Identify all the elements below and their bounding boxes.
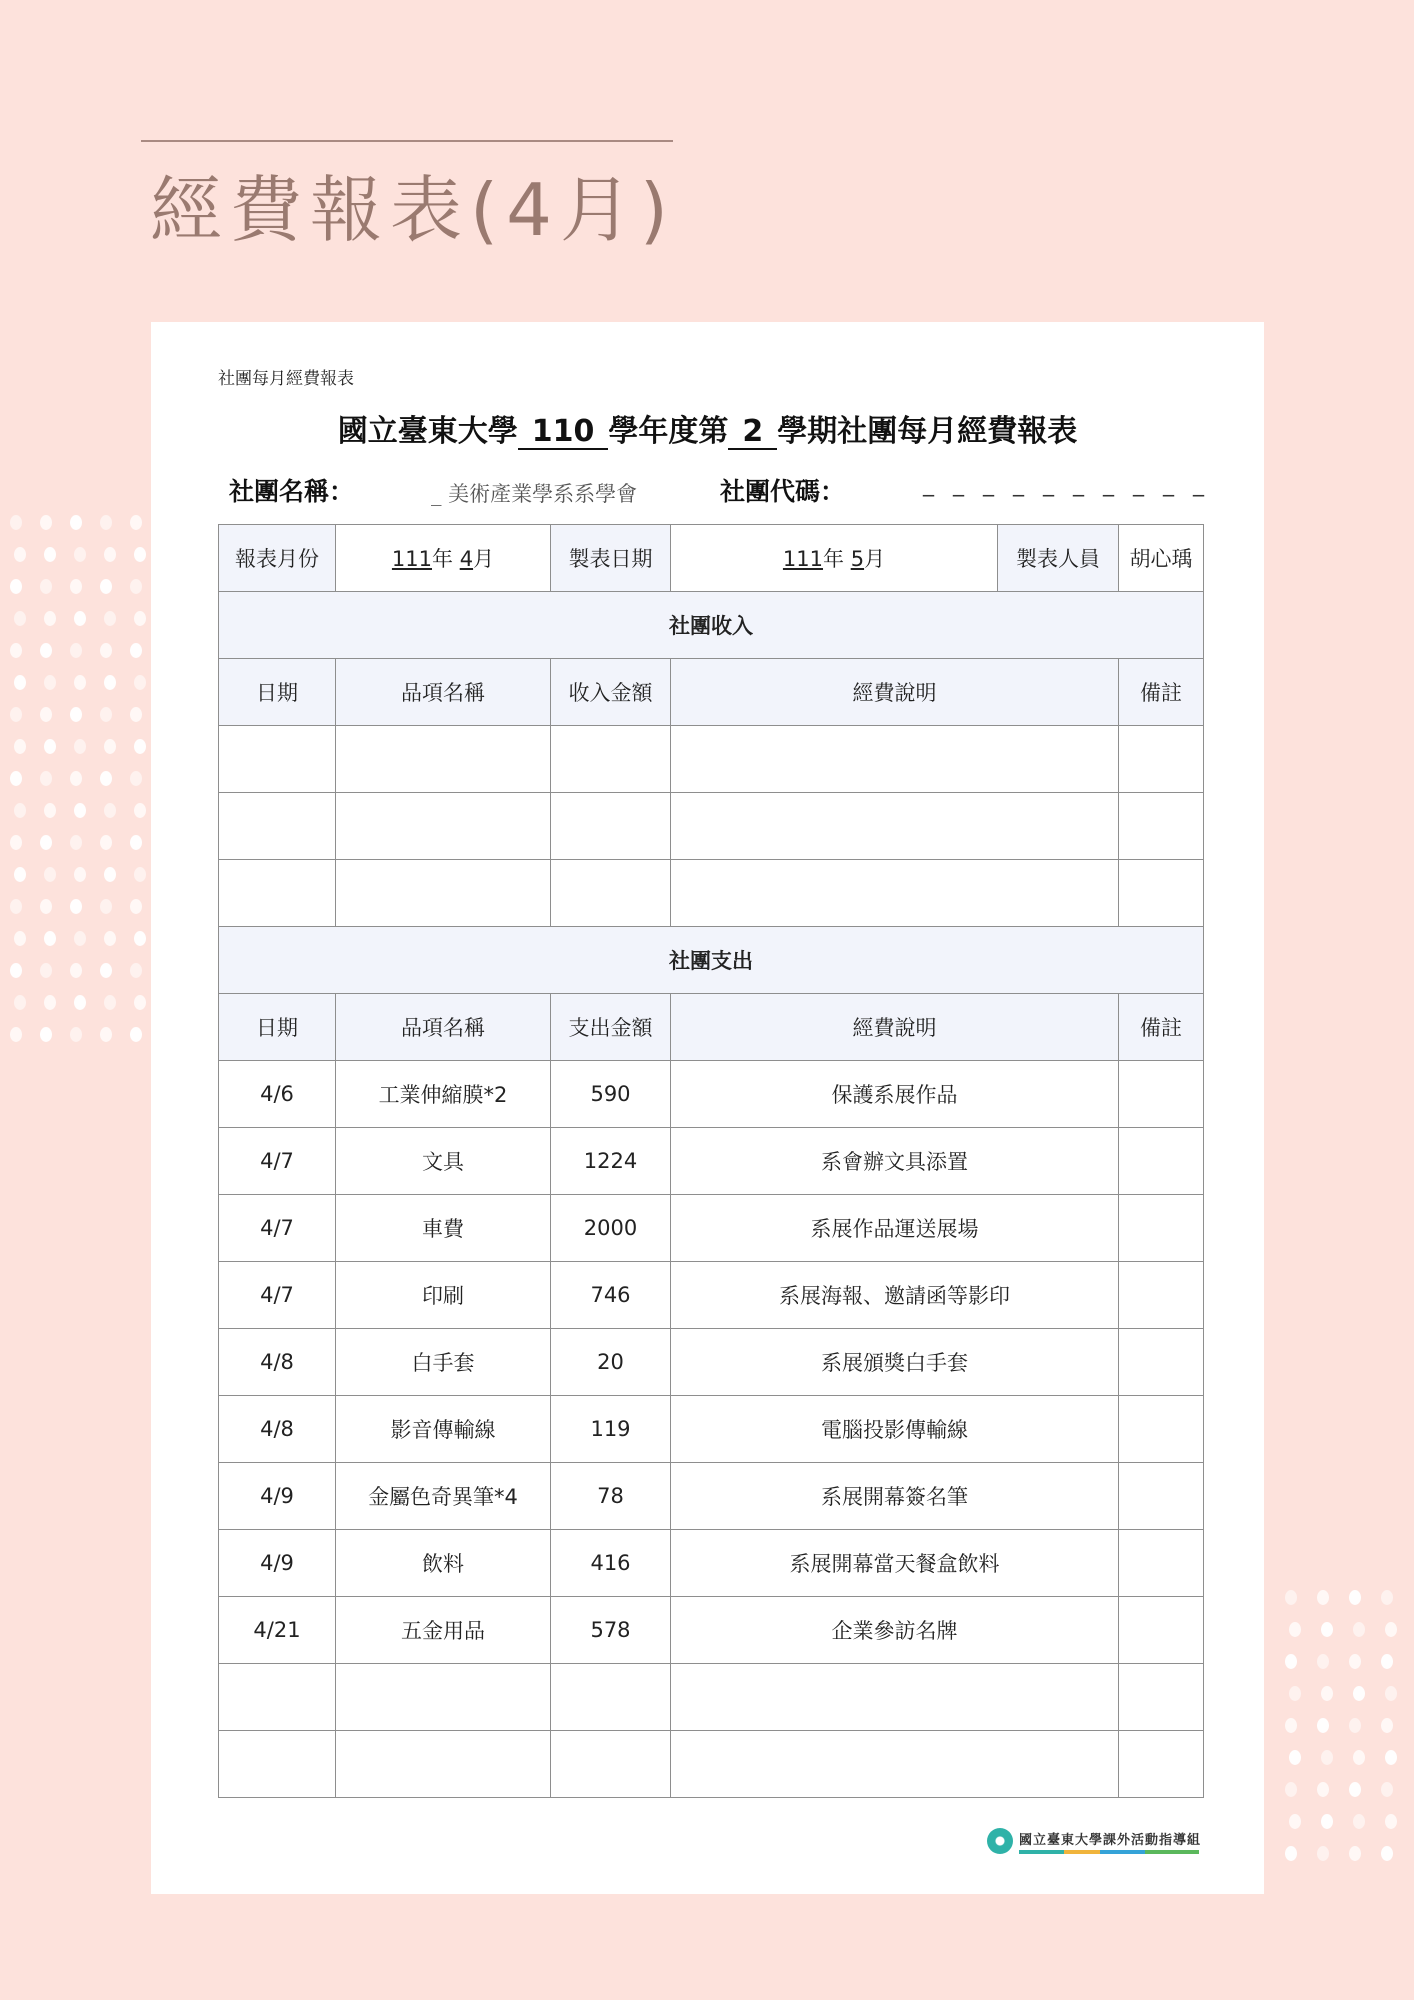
- expense-cell: [1119, 1664, 1204, 1731]
- income-cell: [1119, 860, 1204, 927]
- expense-cell: 金屬色奇異筆*4: [336, 1463, 551, 1530]
- decorative-dot: [100, 579, 112, 594]
- decorative-dot: [1285, 1590, 1297, 1605]
- decorative-dot: [130, 835, 142, 850]
- decorative-dot: [74, 611, 86, 626]
- expense-cell: 系會辦文具添置: [671, 1128, 1119, 1195]
- made-date-label: 製表日期: [551, 525, 671, 592]
- decorative-dot: [44, 675, 56, 690]
- expense-cell: 企業參訪名牌: [671, 1597, 1119, 1664]
- expense-cell: [1119, 1128, 1204, 1195]
- form-label: 社團每月經費報表: [218, 369, 354, 389]
- expense-cell: 578: [551, 1597, 671, 1664]
- decorative-dot: [1385, 1750, 1397, 1765]
- decorative-dot: [1349, 1654, 1361, 1669]
- decorative-dot: [40, 963, 52, 978]
- decorative-dot: [1349, 1590, 1361, 1605]
- income-cell: [671, 726, 1119, 793]
- expense-table-row: [219, 1061, 1204, 1128]
- expense-cell: [336, 1664, 551, 1731]
- form-title: [151, 406, 1264, 450]
- income-cell: [219, 860, 336, 927]
- expense-cell: [1119, 1463, 1204, 1530]
- semester: 2: [728, 416, 777, 450]
- expense-cell: 系展頒獎白手套: [671, 1329, 1119, 1396]
- expense-cell: 4/7: [219, 1195, 336, 1262]
- expense-cell: 2000: [551, 1195, 671, 1262]
- decorative-dot: [44, 803, 56, 818]
- decorative-dot: [44, 611, 56, 626]
- decorative-dot: [74, 675, 86, 690]
- decorative-dot: [104, 867, 116, 882]
- decorative-dot: [130, 643, 142, 658]
- decorative-dot: [104, 931, 116, 946]
- decorative-dot: [40, 515, 52, 530]
- decorative-dot: [1385, 1814, 1397, 1829]
- decorative-dot: [1381, 1654, 1393, 1669]
- expense-report-table: [218, 524, 1204, 1798]
- decorative-dot: [104, 547, 116, 562]
- expense-table-row: [219, 1128, 1204, 1195]
- expense-cell: 印刷: [336, 1262, 551, 1329]
- decorative-dot: [1285, 1718, 1297, 1733]
- expense-cell: [551, 1664, 671, 1731]
- expense-section-title: 社團支出: [219, 927, 1204, 994]
- decorative-dot: [100, 899, 112, 914]
- income-column-header: 備註: [1119, 659, 1204, 726]
- expense-cell: 4/9: [219, 1530, 336, 1597]
- expense-column-header: 經費說明: [671, 994, 1119, 1061]
- expense-cell: 飲料: [336, 1530, 551, 1597]
- income-cell: [551, 860, 671, 927]
- expense-section: [219, 927, 1204, 1798]
- expense-cell: [671, 1664, 1119, 1731]
- expense-cell: 4/7: [219, 1262, 336, 1329]
- decorative-dot: [130, 963, 142, 978]
- decorative-dot: [134, 931, 146, 946]
- decorative-dot: [1317, 1846, 1329, 1861]
- income-column-header: 經費說明: [671, 659, 1119, 726]
- income-column-header: 品項名稱: [336, 659, 551, 726]
- expense-table-row: [219, 1195, 1204, 1262]
- decorative-dot: [1289, 1622, 1301, 1637]
- decorative-dot: [74, 931, 86, 946]
- expense-column-header-row: [219, 994, 1204, 1061]
- decorative-dot: [70, 643, 82, 658]
- club-code-label: 社團代碼：: [720, 477, 846, 506]
- decorative-dot: [70, 963, 82, 978]
- income-cell: [336, 860, 551, 927]
- decorative-dot: [10, 1027, 22, 1042]
- decorative-dot: [1353, 1814, 1365, 1829]
- income-column-header-row: [219, 659, 1204, 726]
- club-name-value: _ 美術產業學系系學會: [431, 482, 638, 506]
- expense-cell: 4/7: [219, 1128, 336, 1195]
- decorative-dot: [70, 899, 82, 914]
- decorative-dot: [14, 739, 26, 754]
- decorative-dot: [1353, 1622, 1365, 1637]
- expense-cell: 4/6: [219, 1061, 336, 1128]
- expense-cell: 746: [551, 1262, 671, 1329]
- decorative-dot: [74, 867, 86, 882]
- slide-title: 經費報表(4月): [150, 168, 676, 252]
- decorative-dot: [1381, 1718, 1393, 1733]
- expense-cell: 1224: [551, 1128, 671, 1195]
- university-logo: [987, 1828, 1201, 1854]
- report-sheet: [151, 322, 1264, 1894]
- decorative-dot: [14, 995, 26, 1010]
- income-cell: [219, 793, 336, 860]
- decorative-dot: [1385, 1622, 1397, 1637]
- club-code-value: _ _ _ _ _ _ _ _ _ _: [923, 472, 1210, 497]
- decorative-dot: [100, 643, 112, 658]
- decorative-dot: [14, 675, 26, 690]
- decorative-dot: [70, 707, 82, 722]
- decorative-dot: [14, 931, 26, 946]
- expense-table-row: [219, 1597, 1204, 1664]
- expense-cell: 電腦投影傳輸線: [671, 1396, 1119, 1463]
- maker-name: 胡心瑀: [1119, 525, 1204, 592]
- decorative-dot: [1381, 1590, 1393, 1605]
- decorative-dot: [134, 803, 146, 818]
- decorative-dot: [1321, 1750, 1333, 1765]
- decorative-dot: [100, 771, 112, 786]
- decorative-dot: [74, 995, 86, 1010]
- decorative-dot: [70, 1027, 82, 1042]
- decorative-dot: [1317, 1654, 1329, 1669]
- expense-cell: 系展開幕簽名筆: [671, 1463, 1119, 1530]
- decorative-dot: [40, 771, 52, 786]
- expense-column-header: 備註: [1119, 994, 1204, 1061]
- decorative-dot: [74, 547, 86, 562]
- decorative-dot: [100, 1027, 112, 1042]
- made-date-value: 111年 5月: [671, 525, 998, 592]
- decorative-dot: [100, 835, 112, 850]
- income-cell: [219, 726, 336, 793]
- decorative-dot: [44, 931, 56, 946]
- expense-column-header: 支出金額: [551, 994, 671, 1061]
- expense-cell: [1119, 1262, 1204, 1329]
- expense-table-row: [219, 1262, 1204, 1329]
- decorative-dot: [10, 899, 22, 914]
- decorative-dot: [74, 739, 86, 754]
- decorative-dot: [134, 739, 146, 754]
- decorative-dot: [130, 771, 142, 786]
- decorative-dot: [134, 611, 146, 626]
- decorative-dot: [40, 579, 52, 594]
- decorative-dot: [40, 643, 52, 658]
- decorative-dot: [40, 1027, 52, 1042]
- expense-cell: 文具: [336, 1128, 551, 1195]
- expense-cell: [671, 1731, 1119, 1798]
- decorative-dot: [1285, 1782, 1297, 1797]
- decorative-dot: [1317, 1590, 1329, 1605]
- expense-table-row: [219, 1329, 1204, 1396]
- expense-cell: [1119, 1329, 1204, 1396]
- income-cell: [336, 726, 551, 793]
- expense-column-header: 日期: [219, 994, 336, 1061]
- title-rule: [141, 140, 673, 142]
- expense-cell: 4/8: [219, 1396, 336, 1463]
- decorative-dot: [40, 899, 52, 914]
- academic-year: 110: [518, 416, 609, 450]
- decorative-dot: [104, 611, 116, 626]
- decorative-dot: [44, 547, 56, 562]
- maker-label: 製表人員: [998, 525, 1119, 592]
- decorative-dot: [1321, 1686, 1333, 1701]
- decorative-dot: [104, 995, 116, 1010]
- decorative-dot: [1317, 1782, 1329, 1797]
- income-cell: [671, 793, 1119, 860]
- decorative-dot: [44, 867, 56, 882]
- expense-cell: 保護系展作品: [671, 1061, 1119, 1128]
- expense-cell: 車費: [336, 1195, 551, 1262]
- decorative-dot: [1289, 1750, 1301, 1765]
- decorative-dot: [1349, 1782, 1361, 1797]
- expense-cell: 590: [551, 1061, 671, 1128]
- decorative-dot: [1353, 1686, 1365, 1701]
- income-table-row: [219, 860, 1204, 927]
- header-row: [219, 525, 1204, 592]
- income-table-row: [219, 793, 1204, 860]
- decorative-dot: [130, 707, 142, 722]
- expense-cell: 工業伸縮膜*2: [336, 1061, 551, 1128]
- decorative-dot: [1353, 1750, 1365, 1765]
- expense-cell: [1119, 1530, 1204, 1597]
- expense-cell: [336, 1731, 551, 1798]
- decorative-dot: [104, 739, 116, 754]
- decorative-dot: [100, 515, 112, 530]
- decorative-dot: [1289, 1686, 1301, 1701]
- decorative-dot: [40, 707, 52, 722]
- income-column-header: 日期: [219, 659, 336, 726]
- decorative-dot: [1381, 1782, 1393, 1797]
- decorative-dot: [14, 611, 26, 626]
- income-cell: [551, 726, 671, 793]
- expense-cell: 4/9: [219, 1463, 336, 1530]
- expense-cell: [551, 1731, 671, 1798]
- decorative-dot: [1321, 1622, 1333, 1637]
- decorative-dot: [104, 803, 116, 818]
- decorative-dot: [130, 579, 142, 594]
- expense-cell: [219, 1731, 336, 1798]
- expense-table-row: [219, 1731, 1204, 1798]
- expense-cell: 系展作品運送展場: [671, 1195, 1119, 1262]
- decorative-dot: [10, 771, 22, 786]
- expense-table-row: [219, 1396, 1204, 1463]
- expense-table-row: [219, 1664, 1204, 1731]
- expense-cell: 系展開幕當天餐盒飲料: [671, 1530, 1119, 1597]
- expense-cell: [1119, 1597, 1204, 1664]
- right-dot-pattern: [1285, 1590, 1414, 1890]
- decorative-dot: [70, 835, 82, 850]
- decorative-dot: [70, 771, 82, 786]
- expense-cell: [219, 1664, 336, 1731]
- decorative-dot: [10, 643, 22, 658]
- income-title-row: [219, 592, 1204, 659]
- expense-cell: 4/8: [219, 1329, 336, 1396]
- title-suffix: 學期社團每月經費報表: [777, 414, 1078, 449]
- expense-cell: 78: [551, 1463, 671, 1530]
- expense-cell: 五金用品: [336, 1597, 551, 1664]
- income-section-title: 社團收入: [219, 592, 1204, 659]
- decorative-dot: [1349, 1718, 1361, 1733]
- income-cell: [1119, 726, 1204, 793]
- decorative-dot: [14, 867, 26, 882]
- decorative-dot: [130, 899, 142, 914]
- decorative-dot: [70, 579, 82, 594]
- expense-title-row: [219, 927, 1204, 994]
- expense-cell: 119: [551, 1396, 671, 1463]
- decorative-dot: [1321, 1814, 1333, 1829]
- decorative-dot: [1385, 1686, 1397, 1701]
- decorative-dot: [134, 547, 146, 562]
- expense-cell: 影音傳輸線: [336, 1396, 551, 1463]
- decorative-dot: [10, 963, 22, 978]
- club-name-label: 社團名稱：: [229, 477, 355, 506]
- decorative-dot: [74, 803, 86, 818]
- logo-text: 國立臺東大學課外活動指導組: [1019, 1832, 1202, 1848]
- decorative-dot: [1285, 1654, 1297, 1669]
- income-cell: [1119, 793, 1204, 860]
- decorative-dot: [10, 835, 22, 850]
- expense-cell: [1119, 1731, 1204, 1798]
- income-table-row: [219, 726, 1204, 793]
- expense-cell: [1119, 1195, 1204, 1262]
- expense-column-header: 品項名稱: [336, 994, 551, 1061]
- decorative-dot: [10, 707, 22, 722]
- logo-color-bar: [1019, 1850, 1199, 1854]
- decorative-dot: [1289, 1814, 1301, 1829]
- decorative-dot: [44, 995, 56, 1010]
- decorative-dot: [130, 515, 142, 530]
- expense-cell: [1119, 1061, 1204, 1128]
- expense-cell: 416: [551, 1530, 671, 1597]
- title-prefix: 國立臺東大學: [337, 414, 518, 449]
- report-month-label: 報表月份: [219, 525, 336, 592]
- decorative-dot: [100, 963, 112, 978]
- decorative-dot: [1349, 1846, 1361, 1861]
- decorative-dot: [130, 1027, 142, 1042]
- decorative-dot: [134, 867, 146, 882]
- expense-cell: 20: [551, 1329, 671, 1396]
- university-emblem-icon: [987, 1828, 1013, 1854]
- expense-cell: [1119, 1396, 1204, 1463]
- decorative-dot: [14, 547, 26, 562]
- decorative-dot: [14, 803, 26, 818]
- left-dot-pattern: [10, 515, 150, 1075]
- expense-table-row: [219, 1530, 1204, 1597]
- decorative-dot: [10, 515, 22, 530]
- title-mid: 學年度第: [608, 414, 729, 449]
- expense-cell: 白手套: [336, 1329, 551, 1396]
- decorative-dot: [40, 835, 52, 850]
- expense-table-row: [219, 1463, 1204, 1530]
- decorative-dot: [1381, 1846, 1393, 1861]
- decorative-dot: [1317, 1718, 1329, 1733]
- report-month-value: 111年 4月: [336, 525, 551, 592]
- expense-cell: 4/21: [219, 1597, 336, 1664]
- decorative-dot: [70, 515, 82, 530]
- decorative-dot: [10, 579, 22, 594]
- income-column-header: 收入金額: [551, 659, 671, 726]
- decorative-dot: [104, 675, 116, 690]
- decorative-dot: [1285, 1846, 1297, 1861]
- decorative-dot: [134, 995, 146, 1010]
- expense-cell: 系展海報、邀請函等影印: [671, 1262, 1119, 1329]
- income-section: [219, 592, 1204, 927]
- income-cell: [671, 860, 1119, 927]
- income-cell: [551, 793, 671, 860]
- decorative-dot: [134, 675, 146, 690]
- decorative-dot: [44, 739, 56, 754]
- income-cell: [336, 793, 551, 860]
- decorative-dot: [100, 707, 112, 722]
